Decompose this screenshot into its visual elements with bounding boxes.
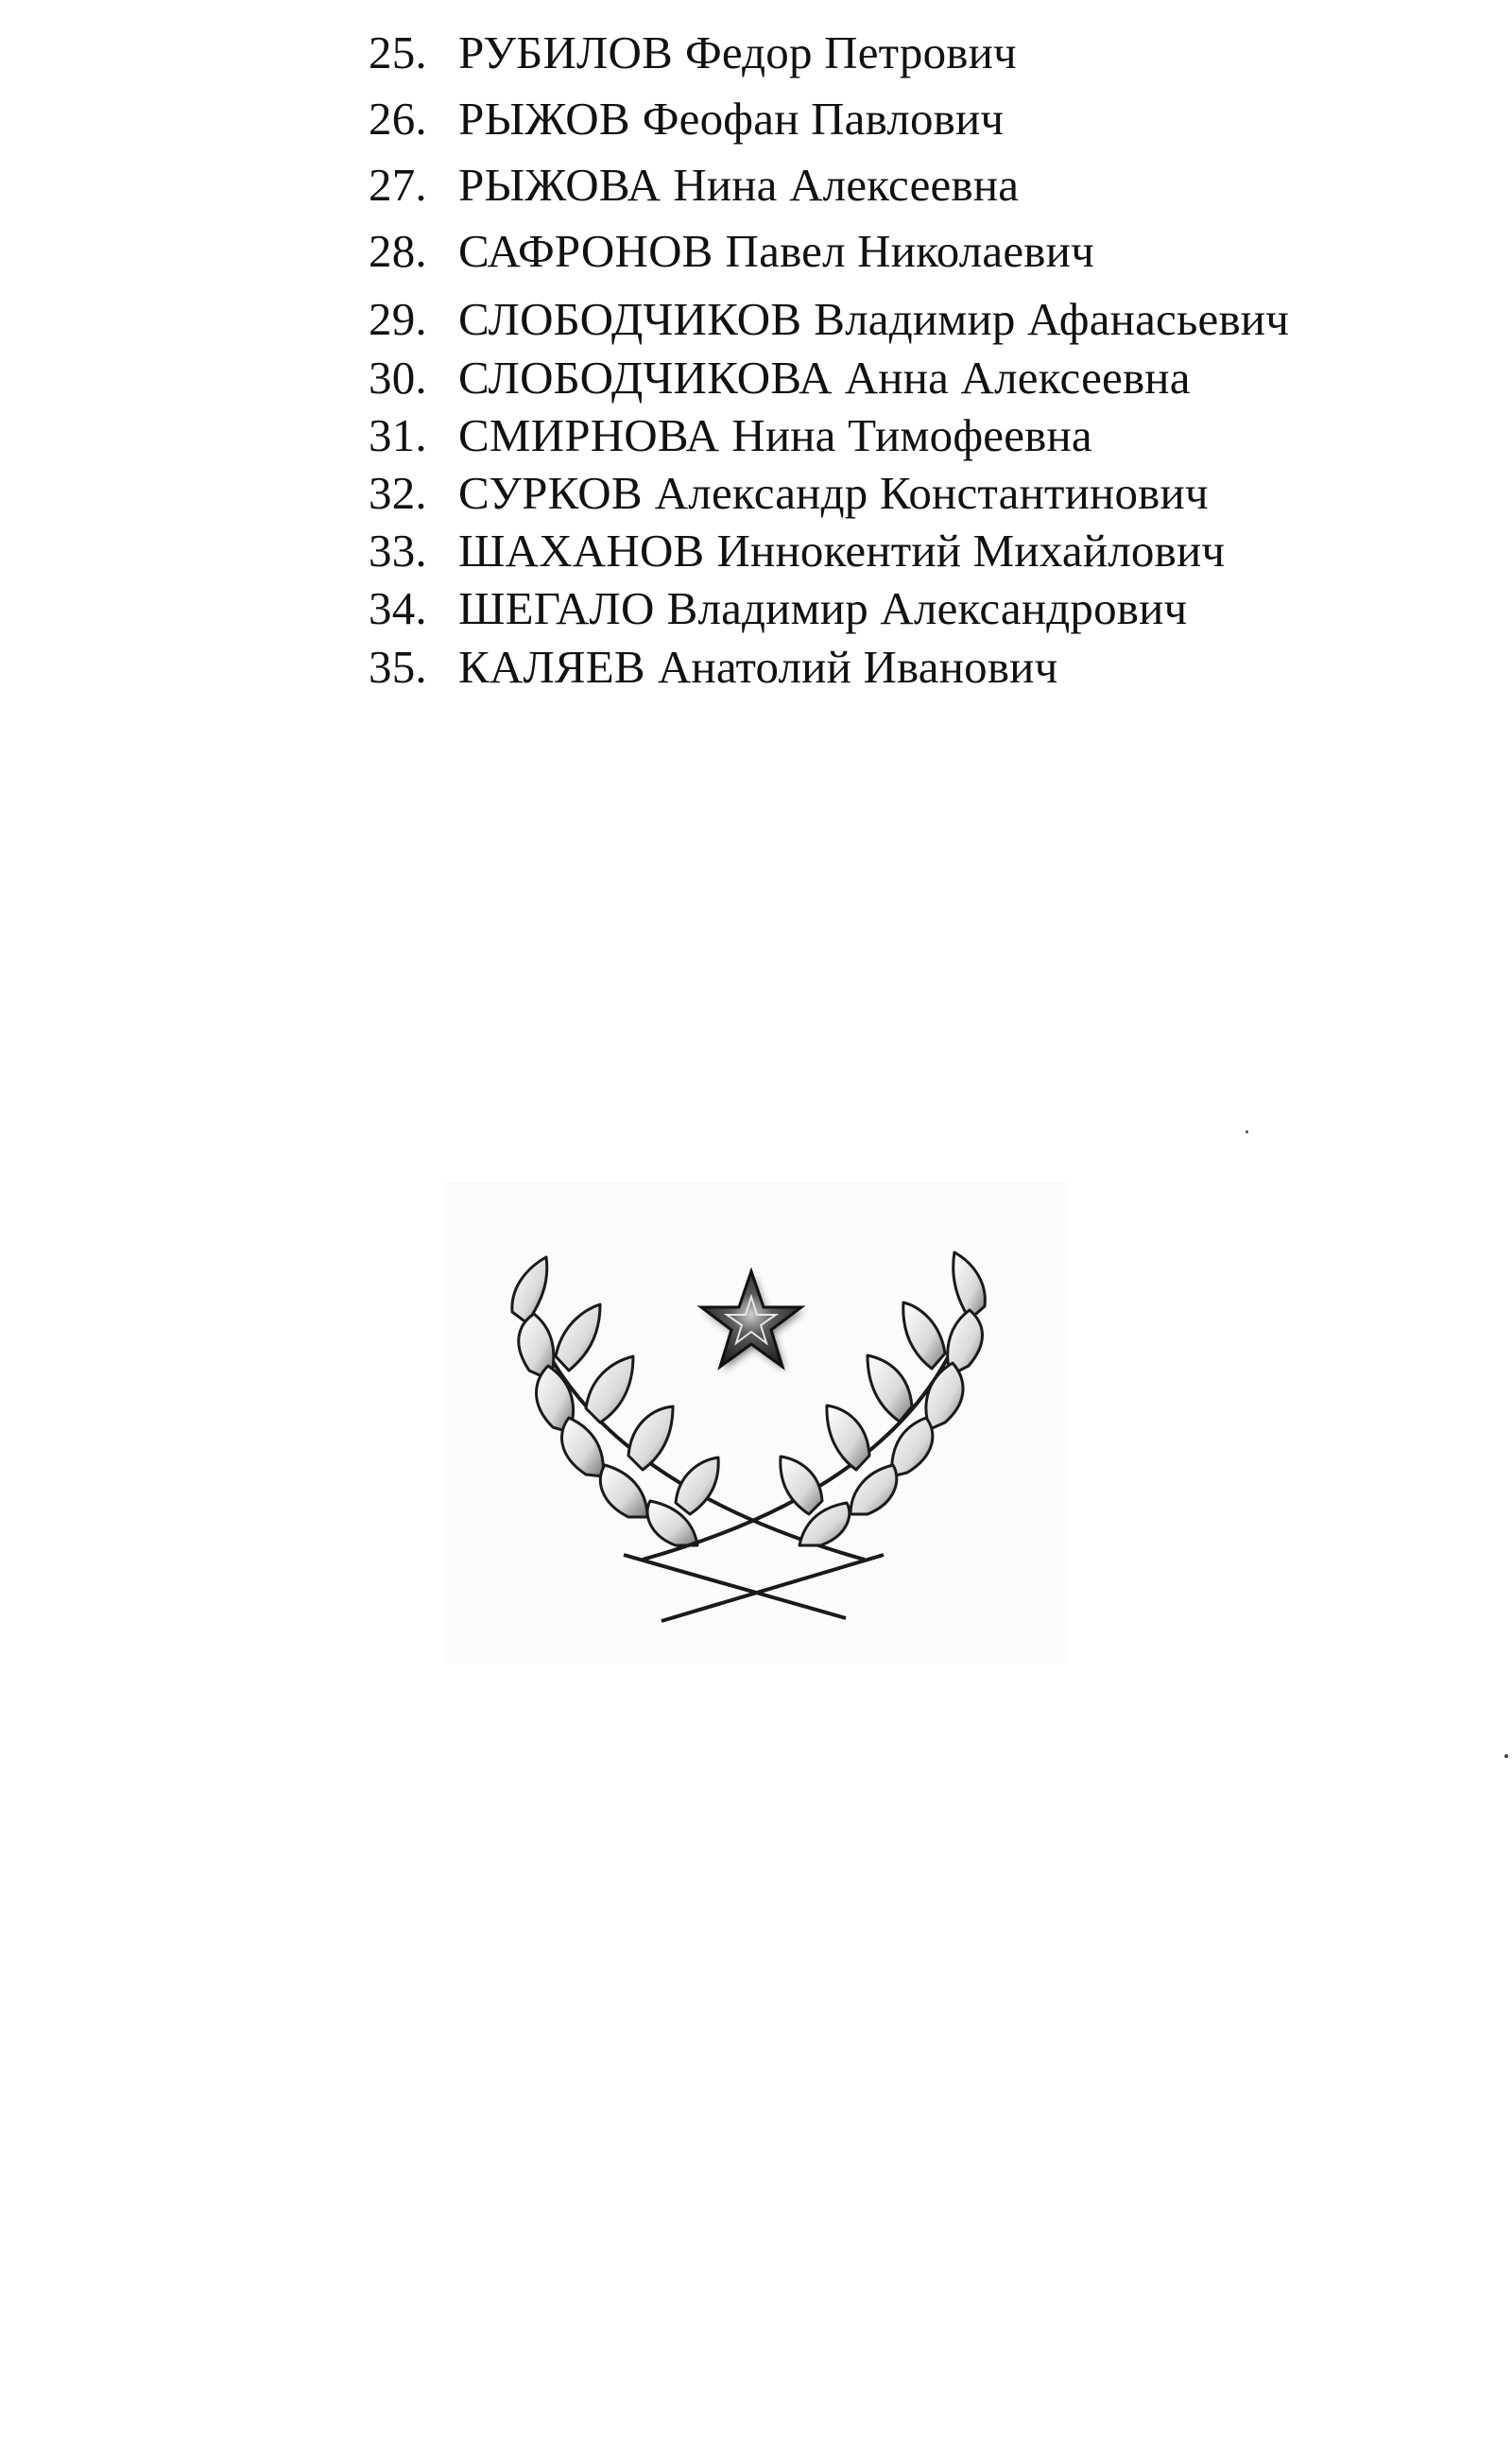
left-laurel-branch <box>512 1257 884 1621</box>
item-given-name: Иннокентий Михайлович <box>716 525 1226 577</box>
item-number: 33. <box>369 525 427 577</box>
list-item <box>369 525 1225 578</box>
item-surname: РЫЖОВА <box>458 159 662 211</box>
item-number: 29. <box>369 293 427 345</box>
list-item <box>369 93 1004 146</box>
item-given-name: Александр Константинович <box>654 467 1209 519</box>
item-number: 34. <box>369 582 427 634</box>
list-item <box>369 352 1191 405</box>
list-item <box>369 641 1057 694</box>
item-given-name: Нина Тимофеевна <box>731 409 1092 461</box>
star-icon <box>701 1271 804 1371</box>
item-given-name: Анатолий Иванович <box>657 641 1058 693</box>
item-surname: РУБИЛОВ <box>458 26 673 78</box>
item-number: 28. <box>369 225 427 277</box>
item-given-name: Федор Петрович <box>684 26 1017 78</box>
item-surname: САФРОНОВ <box>458 225 713 277</box>
item-number: 26. <box>369 93 427 145</box>
item-surname: РЫЖОВ <box>458 93 630 145</box>
list-item <box>369 225 1094 278</box>
right-laurel-branch <box>624 1252 985 1618</box>
item-surname: СУРКОВ <box>458 467 643 519</box>
scan-speck <box>1246 1130 1248 1133</box>
item-surname: КАЛЯЕВ <box>458 641 645 693</box>
item-number: 30. <box>369 352 427 404</box>
item-number: 31. <box>369 409 427 461</box>
item-number: 35. <box>369 641 427 693</box>
item-number: 32. <box>369 467 427 519</box>
list-item <box>369 467 1209 520</box>
item-surname: СЛОБОДЧИКОВ <box>458 293 802 345</box>
item-given-name: Нина Алексеевна <box>673 159 1020 211</box>
list-item <box>369 293 1289 346</box>
item-number: 27. <box>369 159 427 211</box>
scan-speck <box>1504 1754 1508 1758</box>
item-given-name: Владимир Афанасьевич <box>814 293 1290 345</box>
emblem-svg <box>444 1181 1068 1664</box>
item-given-name: Владимир Александрович <box>666 582 1188 634</box>
item-given-name: Павел Николаевич <box>725 225 1094 277</box>
star-with-laurel-branches-icon <box>444 1181 1068 1664</box>
item-surname: СЛОБОДЧИКОВА <box>458 352 833 404</box>
item-given-name: Феофан Павлович <box>642 93 1005 145</box>
item-number: 25. <box>369 26 427 78</box>
list-item <box>369 409 1092 462</box>
item-surname: ШЕГАЛО <box>458 582 655 634</box>
item-given-name: Анна Алексеевна <box>844 352 1191 404</box>
item-surname: ШАХАНОВ <box>458 525 705 577</box>
list-item <box>369 159 1019 212</box>
item-surname: СМИРНОВА <box>458 409 720 461</box>
list-item <box>369 582 1187 635</box>
list-item <box>369 26 1017 79</box>
